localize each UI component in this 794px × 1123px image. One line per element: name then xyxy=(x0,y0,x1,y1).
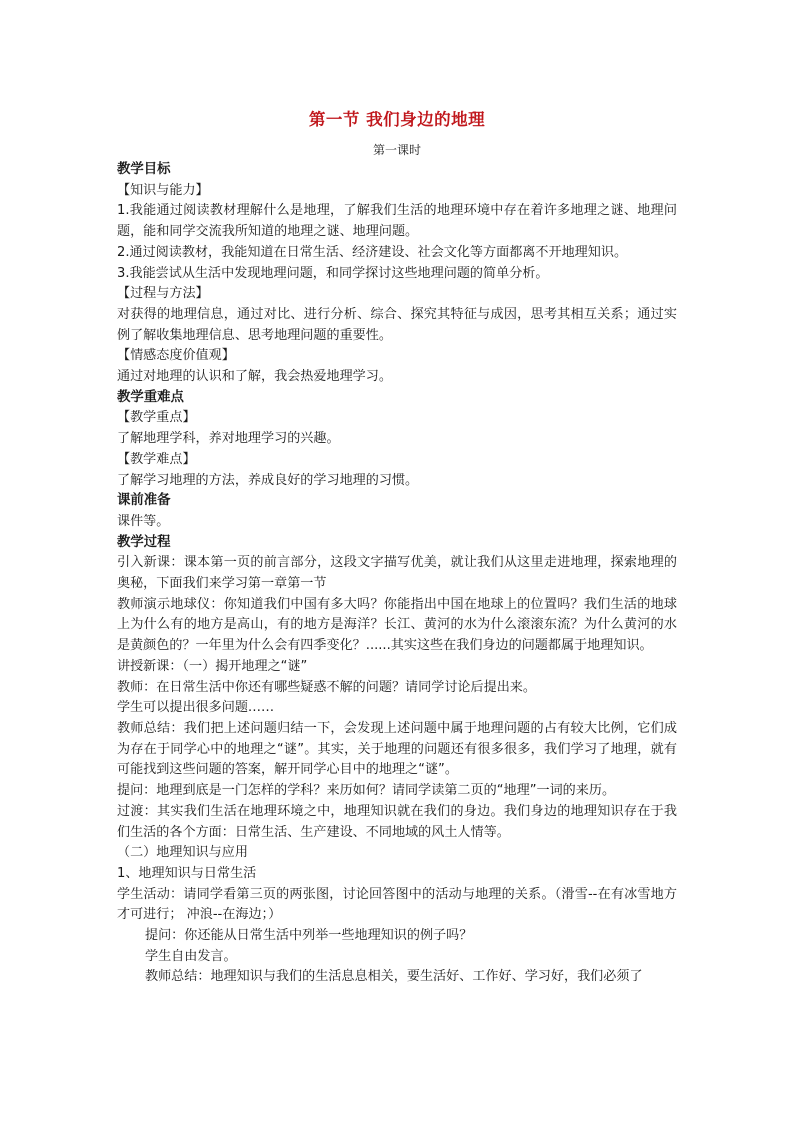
paragraph: 2.通过阅读教材，我能知道在日常生活、经济建设、社会文化等方面都离不开地理知识。 xyxy=(117,244,628,260)
paragraph: 课件等。 xyxy=(117,513,170,529)
paragraph: 引入新课：课本第一页的前言部分，这段文字描写优美，就让我们从这里走进地理，探索地理的奥秘，下面我们来学习第一章第一节 xyxy=(117,555,677,592)
paragraph: 【教学难点】 xyxy=(117,451,196,467)
paragraph: 学生活动：请同学看第三页的两张图，讨论回答图中的活动与地理的关系。（滑雪--在有冰雪地方才可进行； 冲浪--在海边；） xyxy=(117,886,677,923)
paragraph: 学生自由发言。 xyxy=(145,948,237,964)
paragraph: 【知识与能力】 xyxy=(117,182,209,198)
paragraph: 教师演示地球仪：你知道我们中国有多大吗？你能指出中国在地球上的位置吗？我们生活的地球上为什么有的地方是高山，有的地方是海洋？长江、黄河的水为什么滚滚东流？为什么黄河的水是黄颜色的？一年里为什么会有四季变化？......其实这些在我们身边的问题都属于地理知识。 xyxy=(117,596,677,654)
paragraph: 提问：你还能从日常生活中列举一些地理知识的例子吗？ xyxy=(145,928,473,944)
paragraph: 了解地理学科，养对地理学习的兴趣。 xyxy=(117,431,340,447)
paragraph: 【教学重点】 xyxy=(117,410,196,426)
paragraph: 3.我能尝试从生活中发现地理问题，和同学探讨这些地理问题的简单分析。 xyxy=(117,265,549,281)
section-heading: 课前准备 xyxy=(117,493,171,509)
paragraph: 对获得的地理信息，通过对比、进行分析、综合、探究其特征与成因，思考其相互关系；通过实例了解收集地理信息、思考地理问题的重要性。 xyxy=(117,306,677,343)
document-subtitle: 第一课时 xyxy=(372,143,421,157)
paragraph: 【情感态度价值观】 xyxy=(117,348,235,364)
paragraph: 过渡：其实我们生活在地理环境之中，地理知识就在我们的身边。我们身边的地理知识存在于我们生活的各个方面：日常生活、生产建设、不同地域的风土人情等。 xyxy=(117,803,677,840)
section-heading: 教学过程 xyxy=(117,534,171,550)
paragraph: 教师总结：我们把上述问题归结一下，会发现上述问题中属于地理问题的占有较大比例，它们成为存在于同学心中的地理之“谜”。其实，关于地理的问题还有很多很多，我们学习了地理，就有可能找到这些问题的答案，解开同学心目中的地理之“谜”。 xyxy=(117,720,677,778)
paragraph: 了解学习地理的方法，养成良好的学习地理的习惯。 xyxy=(117,472,419,488)
document-body xyxy=(117,160,677,988)
section-heading: 教学重难点 xyxy=(117,389,184,405)
paragraph: 教师：在日常生活中你还有哪些疑惑不解的问题？请同学讨论后提出来。 xyxy=(117,679,536,695)
paragraph: 学生可以提出很多问题…… xyxy=(117,700,275,716)
paragraph: 提问：地理到底是一门怎样的学科？来历如何？请同学读第二页的“地理”一词的来历。 xyxy=(117,783,616,799)
paragraph: 【过程与方法】 xyxy=(117,286,209,302)
paragraph: 教师总结：地理知识与我们的生活息息相关，要生活好、工作好、学习好，我们必须了 xyxy=(145,969,643,985)
section-heading: 教学目标 xyxy=(117,162,171,177)
paragraph: （二）地理知识与应用 xyxy=(117,845,248,861)
paragraph: 1、地理知识与日常生活 xyxy=(117,865,257,881)
paragraph: 1.我能通过阅读教材理解什么是地理，了解我们生活的地理环境中存在着许多地理之谜、地理问题，能和同学交流我所知道的地理之谜、地理问题。 xyxy=(117,203,677,240)
document-title: 第一节 我们身边的地理 xyxy=(308,110,486,129)
paragraph: 讲授新课：（一）揭开地理之“谜” xyxy=(117,658,308,674)
paragraph: 通过对地理的认识和了解，我会热爱地理学习。 xyxy=(117,369,392,385)
